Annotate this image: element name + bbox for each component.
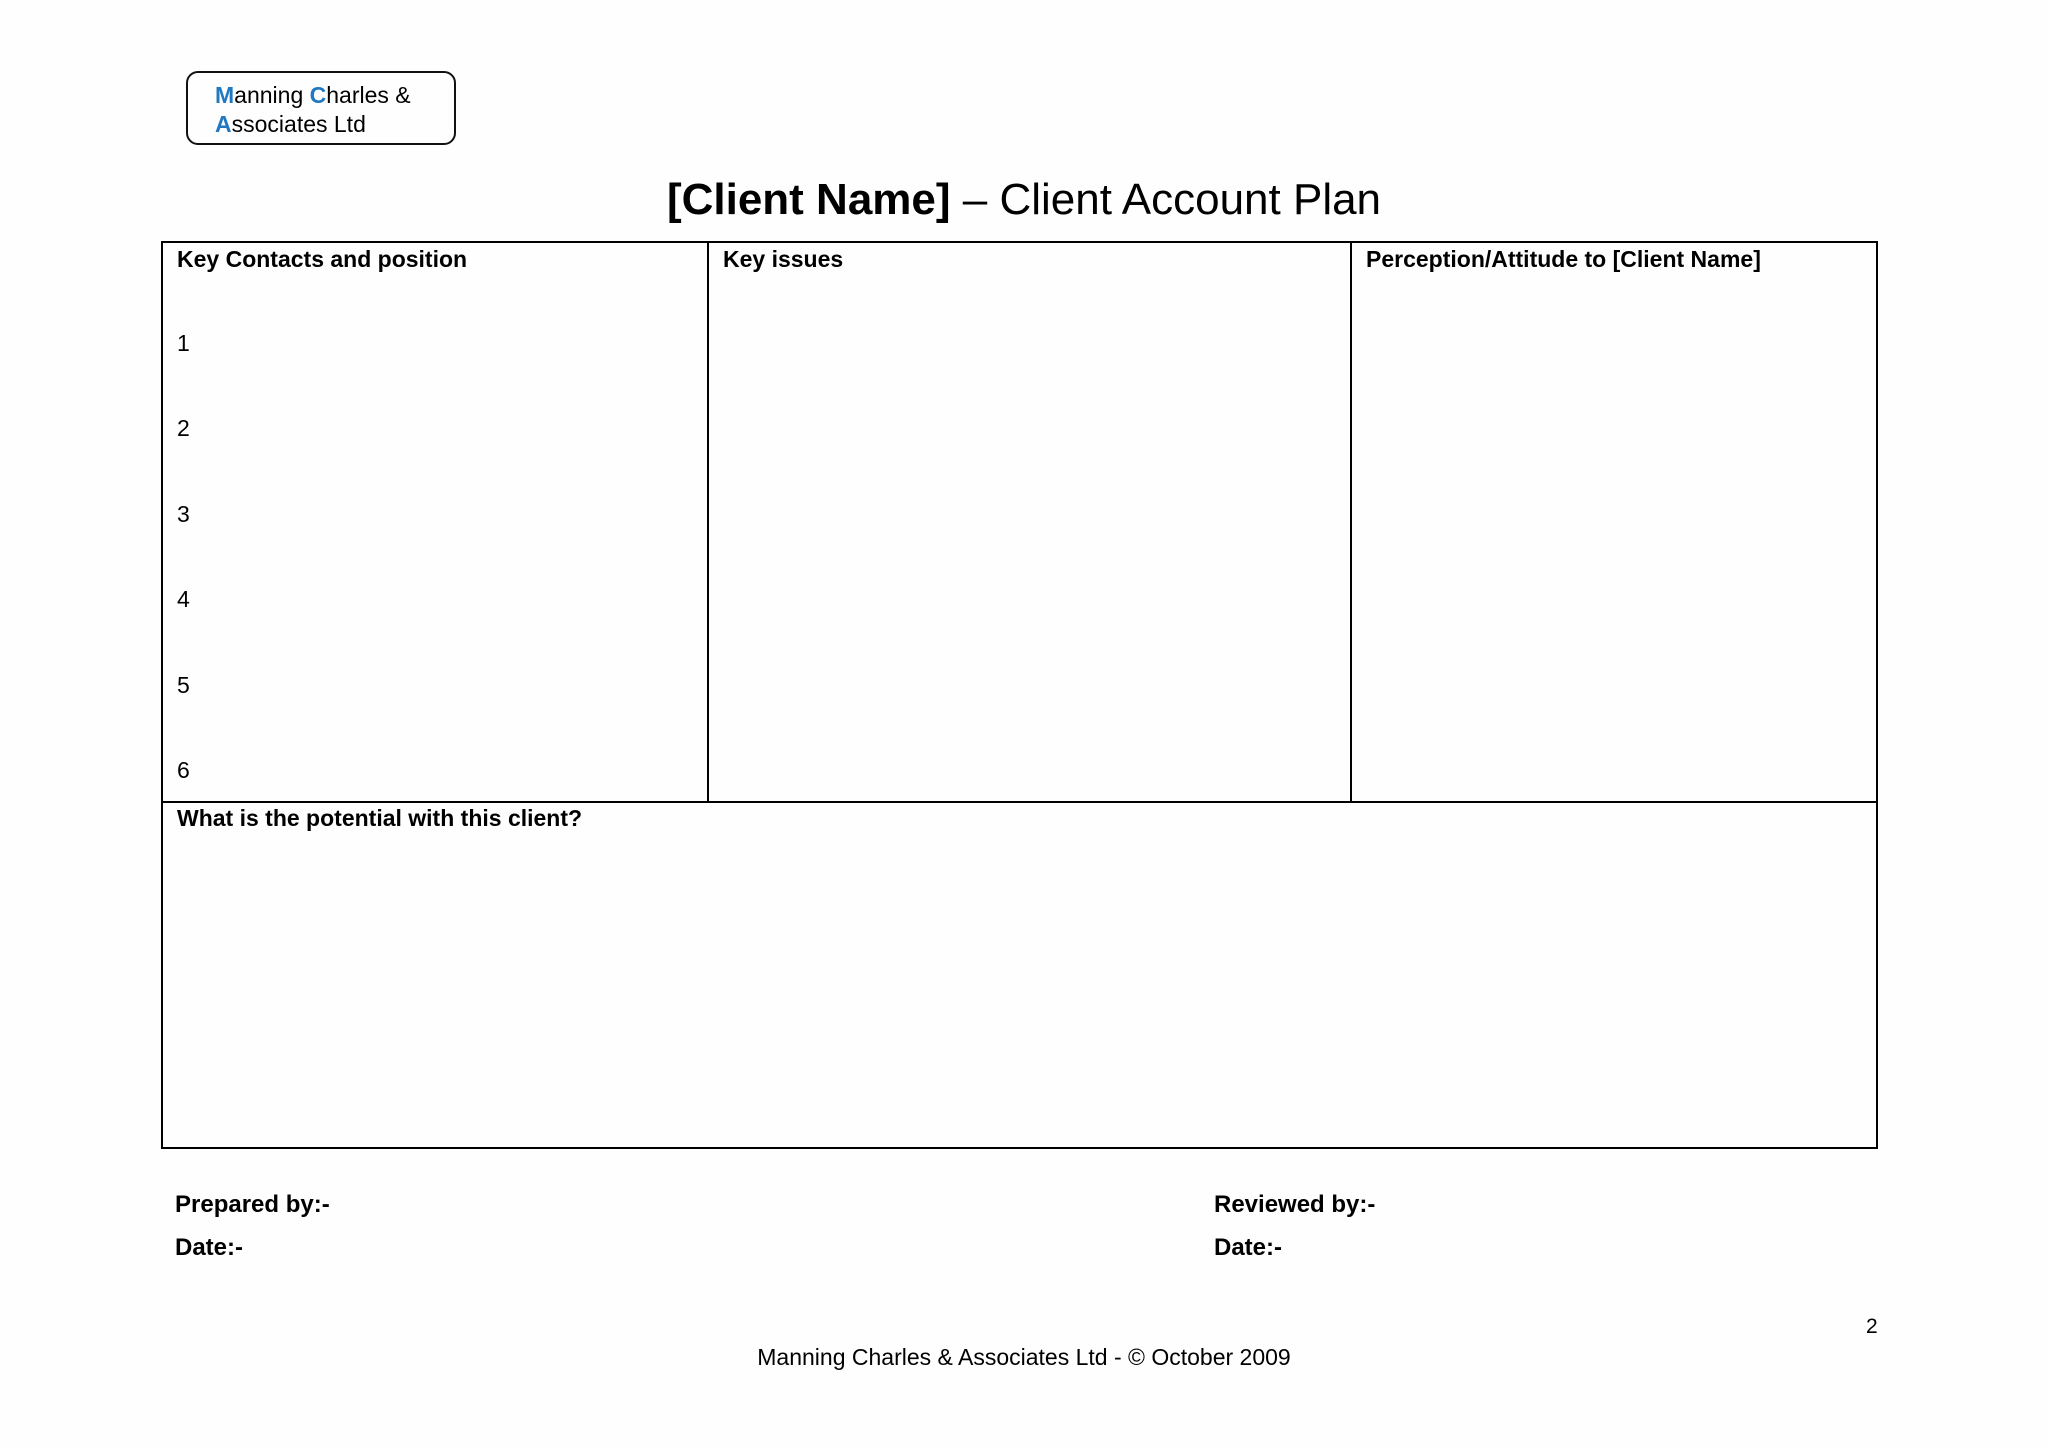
page-title-client-name: [Client Name] [666, 175, 951, 224]
column-divider-2 [1350, 243, 1352, 801]
contact-number-6: 6 [177, 757, 190, 783]
key-contacts-heading: Key Contacts and position [177, 246, 468, 272]
logo-text-harles: harles & [326, 82, 411, 108]
contact-number-3: 3 [177, 501, 190, 527]
company-logo [186, 71, 456, 145]
prepared-by-label: Prepared by:- [175, 1191, 330, 1218]
contact-number-5: 5 [177, 672, 190, 698]
page-title-rest: – Client Account Plan [950, 175, 1382, 224]
logo-text-ssociates: ssociates Ltd [231, 111, 366, 137]
logo-line-1 [215, 81, 454, 110]
contact-number-4: 4 [177, 586, 190, 612]
prepared-date-label: Date:- [175, 1234, 244, 1261]
logo-initial-m: M [215, 82, 235, 108]
reviewed-by-label: Reviewed by:- [1214, 1191, 1376, 1218]
contact-number-2: 2 [177, 415, 190, 441]
footer-copyright: Manning Charles & Associates Ltd - © October 2009 [757, 1344, 1291, 1370]
key-issues-heading: Key issues [723, 246, 844, 272]
potential-heading: What is the potential with this client? [177, 805, 583, 831]
logo-initial-a: A [215, 111, 232, 137]
contact-number-1: 1 [177, 330, 190, 356]
page-number: 2 [1866, 1315, 1878, 1338]
logo-initial-c: C [309, 82, 327, 108]
page-title [0, 172, 2048, 228]
account-plan-table [161, 241, 1878, 1149]
logo-text-anning: anning [234, 82, 310, 108]
column-divider-1 [707, 243, 709, 801]
logo-line-2 [215, 110, 454, 139]
reviewed-date-label: Date:- [1214, 1234, 1283, 1261]
perception-heading: Perception/Attitude to [Client Name] [1366, 246, 1761, 272]
